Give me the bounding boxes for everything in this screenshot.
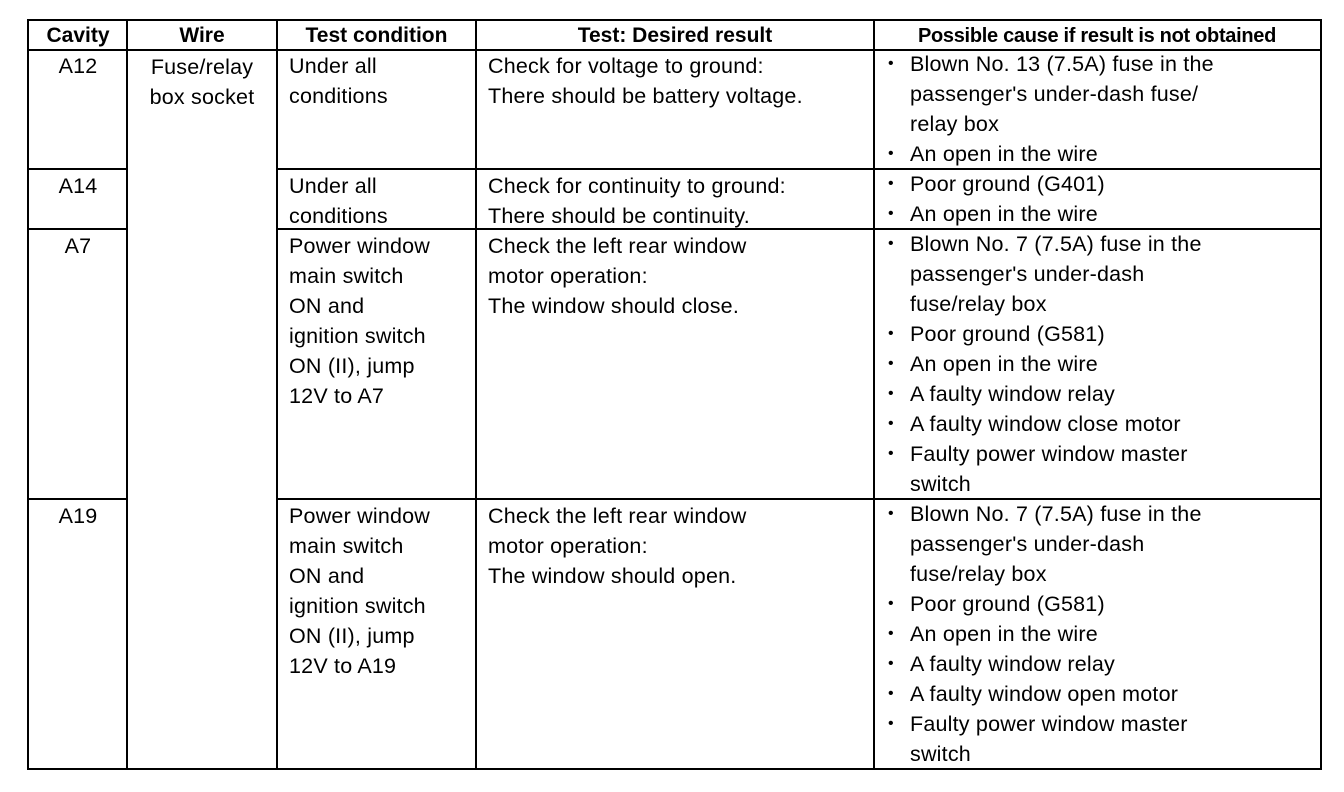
cause-item bbox=[888, 379, 1320, 409]
test-condition-cell bbox=[277, 51, 476, 169]
text-line: • A faulty window relay bbox=[910, 382, 1115, 406]
cause-item bbox=[888, 229, 1320, 319]
cause-item bbox=[888, 619, 1320, 649]
possible-cause-cell bbox=[874, 499, 1320, 768]
text-line: The window should close. bbox=[488, 294, 739, 318]
table-row bbox=[29, 171, 1320, 229]
text-line: • Poor ground (G581) bbox=[910, 592, 1105, 616]
text-line: • Poor ground (G581) bbox=[910, 322, 1105, 346]
cause-item bbox=[888, 49, 1320, 139]
cause-item bbox=[888, 199, 1320, 229]
cause-item bbox=[888, 439, 1320, 499]
cause-item bbox=[888, 409, 1320, 439]
test-condition-cell bbox=[277, 501, 476, 768]
text-line: Power window bbox=[289, 504, 431, 528]
text-line: motor operation: bbox=[488, 534, 648, 558]
text-line: Power window bbox=[289, 234, 431, 258]
text-line: relay box bbox=[910, 112, 1000, 136]
text-line: Check the left rear window bbox=[488, 504, 747, 528]
text-line: motor operation: bbox=[488, 264, 648, 288]
text-line: • An open in the wire bbox=[910, 202, 1098, 226]
possible-cause-cell bbox=[874, 169, 1320, 229]
table-row bbox=[29, 231, 1320, 499]
cause-item bbox=[888, 649, 1320, 679]
text-line: • Poor ground (G401) bbox=[910, 172, 1105, 196]
text-line: switch bbox=[910, 742, 971, 766]
test-condition-cell bbox=[277, 171, 476, 229]
text-line: • Faulty power window master bbox=[910, 712, 1188, 736]
text-line: Under all bbox=[289, 54, 377, 78]
text-line: • An open in the wire bbox=[910, 142, 1098, 166]
cavity-cell: A19 bbox=[58, 504, 98, 528]
text-line: ON and bbox=[289, 294, 365, 318]
text-line: The window should open. bbox=[488, 564, 737, 588]
text-line: Check for continuity to ground: bbox=[488, 174, 786, 198]
cause-item bbox=[888, 319, 1320, 349]
cavity-cell: A7 bbox=[64, 234, 92, 258]
text-line: ON (II), jump bbox=[289, 354, 415, 378]
text-line: Check the left rear window bbox=[488, 234, 747, 258]
table-row bbox=[29, 51, 1320, 169]
text-line: There should be continuity. bbox=[488, 204, 750, 228]
cause-item bbox=[888, 169, 1320, 199]
desired-result-cell bbox=[476, 501, 874, 768]
text-line: Under all bbox=[289, 174, 377, 198]
test-condition-cell bbox=[277, 231, 476, 499]
text-line: passenger's under-dash fuse/ bbox=[910, 82, 1199, 106]
header-desired-result: Test: Desired result bbox=[577, 24, 773, 47]
diagnostic-table bbox=[27, 19, 1322, 770]
header-cavity: Cavity bbox=[46, 24, 110, 47]
wire-line: Fuse/relay bbox=[150, 55, 254, 79]
possible-cause-cell bbox=[874, 229, 1320, 499]
text-line: There should be battery voltage. bbox=[488, 84, 803, 108]
text-line: • A faulty window relay bbox=[910, 652, 1115, 676]
cause-item bbox=[888, 709, 1320, 769]
text-line: • An open in the wire bbox=[910, 622, 1098, 646]
text-line: • Blown No. 7 (7.5A) fuse in the bbox=[910, 232, 1202, 256]
table-row bbox=[29, 501, 1320, 768]
text-line: main switch bbox=[289, 534, 404, 558]
text-line: 12V to A7 bbox=[289, 384, 385, 408]
text-line: • Blown No. 13 (7.5A) fuse in the bbox=[910, 52, 1214, 76]
possible-cause-cell bbox=[874, 49, 1320, 169]
text-line: fuse/relay box bbox=[910, 562, 1047, 586]
text-line: ignition switch bbox=[289, 594, 426, 618]
desired-result-cell bbox=[476, 171, 874, 229]
cavity-cell: A12 bbox=[58, 54, 98, 78]
header-possible-cause: Possible cause if result is not obtained bbox=[917, 25, 1277, 47]
text-line: conditions bbox=[289, 204, 388, 228]
text-line: ignition switch bbox=[289, 324, 426, 348]
header-wire: Wire bbox=[179, 24, 225, 47]
table-header-row bbox=[29, 21, 1320, 51]
text-line: 12V to A19 bbox=[289, 654, 397, 678]
text-line: • Faulty power window master bbox=[910, 442, 1188, 466]
text-line: Check for voltage to ground: bbox=[488, 54, 764, 78]
cavity-cell: A14 bbox=[58, 174, 98, 198]
text-line: passenger's under-dash bbox=[910, 532, 1145, 556]
cause-item bbox=[888, 589, 1320, 619]
text-line: • Blown No. 7 (7.5A) fuse in the bbox=[910, 502, 1202, 526]
text-line: main switch bbox=[289, 264, 404, 288]
text-line: switch bbox=[910, 472, 971, 496]
text-line: • A faulty window close motor bbox=[910, 412, 1181, 436]
text-line: • An open in the wire bbox=[910, 352, 1098, 376]
desired-result-cell bbox=[476, 231, 874, 499]
text-line: passenger's under-dash bbox=[910, 262, 1145, 286]
header-test-condition: Test condition bbox=[305, 24, 448, 47]
wire-line: box socket bbox=[149, 85, 255, 109]
cause-item bbox=[888, 349, 1320, 379]
desired-result-cell bbox=[476, 51, 874, 169]
cause-item bbox=[888, 139, 1320, 169]
cause-item bbox=[888, 679, 1320, 709]
cause-item bbox=[888, 499, 1320, 589]
text-line: ON (II), jump bbox=[289, 624, 415, 648]
text-line: ON and bbox=[289, 564, 365, 588]
text-line: conditions bbox=[289, 84, 388, 108]
text-line: fuse/relay box bbox=[910, 292, 1047, 316]
text-line: • A faulty window open motor bbox=[910, 682, 1179, 706]
